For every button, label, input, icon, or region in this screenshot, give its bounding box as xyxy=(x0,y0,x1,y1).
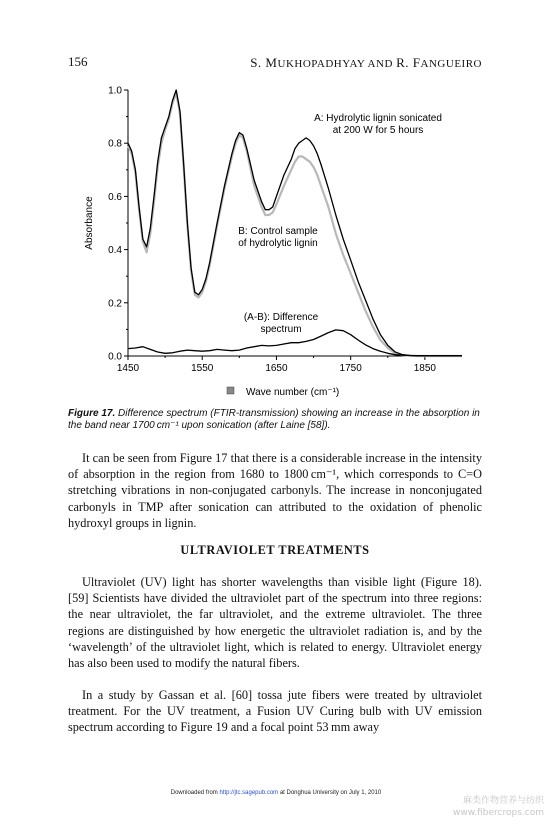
figure-caption-label: Figure 17. xyxy=(68,408,116,419)
running-head-part2: UKHOPADHYAY AND xyxy=(277,58,397,70)
chart-annotation-layer xyxy=(238,113,442,335)
annotation-0-line2: at 200 W for 5 hours xyxy=(332,125,424,136)
y-tick-label: 0.4 xyxy=(108,245,122,257)
x-tick-label: 1450 xyxy=(116,363,140,374)
x-tick-label: 1650 xyxy=(265,363,288,374)
annotation-0-line1: A: Hydrolytic lignin sonicated xyxy=(314,113,442,124)
footer-link[interactable]: http://jtc.sagepub.com xyxy=(219,790,279,796)
y-tick-label: 0.0 xyxy=(108,351,122,363)
paragraph-carbonyl-increase: It can be seen from Figure 17 that there is a considerable increase in the intensity of absorption in the region from 1680 to 1800 cm⁻¹, which corresponds to C=O stretching vibrations in non-conjugated carbonyls. The increase in nonconjugated carbonyls in TMP after sonication can attributed to the oxidation of phenolic hydroxyl groups in lignin. xyxy=(68,451,482,530)
y-tick-label: 0.2 xyxy=(108,298,122,310)
footer-suffix: at Donghua University on July 1, 2010 xyxy=(278,790,382,796)
watermark-line2: www.fibercrops.com xyxy=(453,808,544,818)
annotation-2-line1: (A-B): Difference xyxy=(243,312,319,323)
footer-prefix: Downloaded from xyxy=(170,790,220,796)
section-heading-ultraviolet: ULTRAVIOLET TREATMENTS xyxy=(180,543,370,557)
watermark-line1: 麻类作物营养与纺织 xyxy=(462,796,544,806)
running-head-part1: S. M xyxy=(250,55,278,70)
paragraph-gassan-study: In a study by Gassan et al. [60] tossa jute fibers were treated by ultraviolet treatment. For the UV treatment, a Fusion UV Curing bulb with UV emission spectrum according to Figure 19 and a focal point 53 mm away xyxy=(68,688,482,735)
x-tick-label: 1550 xyxy=(191,363,214,374)
running-head-part4: ANGUEIRO xyxy=(420,58,482,70)
x-tick-label: 1750 xyxy=(339,363,362,374)
y-tick-label: 0.8 xyxy=(108,138,122,150)
y-tick-label: 0.6 xyxy=(108,191,122,203)
legend-square-icon xyxy=(227,387,234,394)
x-tick-label: 1850 xyxy=(413,363,437,374)
annotation-1-line2: of hydrolytic lignin xyxy=(238,238,318,249)
annotation-1-line1: B: Control sample xyxy=(238,226,318,237)
figure-caption xyxy=(68,408,484,432)
annotation-2-line2: spectrum xyxy=(260,324,302,335)
x-axis-title: Wave number (cm⁻¹) xyxy=(246,387,340,398)
running-head-part3: R. F xyxy=(396,55,421,70)
page-number: 156 xyxy=(68,54,88,69)
y-tick-label: 1.0 xyxy=(108,85,122,97)
paragraph-uv-regions: Ultraviolet (UV) light has shorter wavelengths than visible light (Figure 18). [59] Scientists have divided the ultraviolet part of the spectrum into three regions: the near ultraviolet, the far ultraviolet, and the extreme ultraviolet. The three regions are distinguished by how energetic the ultraviolet radiation is, and by the ‘wavelength’ of the ultraviolet light, which is related to energy. Ultraviolet energy has also been used to modify the natural fibers. xyxy=(68,575,482,671)
watermark xyxy=(453,795,544,819)
ftir-difference-chart xyxy=(0,0,552,410)
figure-caption-text: Difference spectrum (FTIR-transmission) showing an increase in the absorption in the band near 1700 cm⁻¹ upon sonication (after Laine [58]). xyxy=(68,408,480,431)
y-axis-title: Absorbance xyxy=(84,196,95,250)
